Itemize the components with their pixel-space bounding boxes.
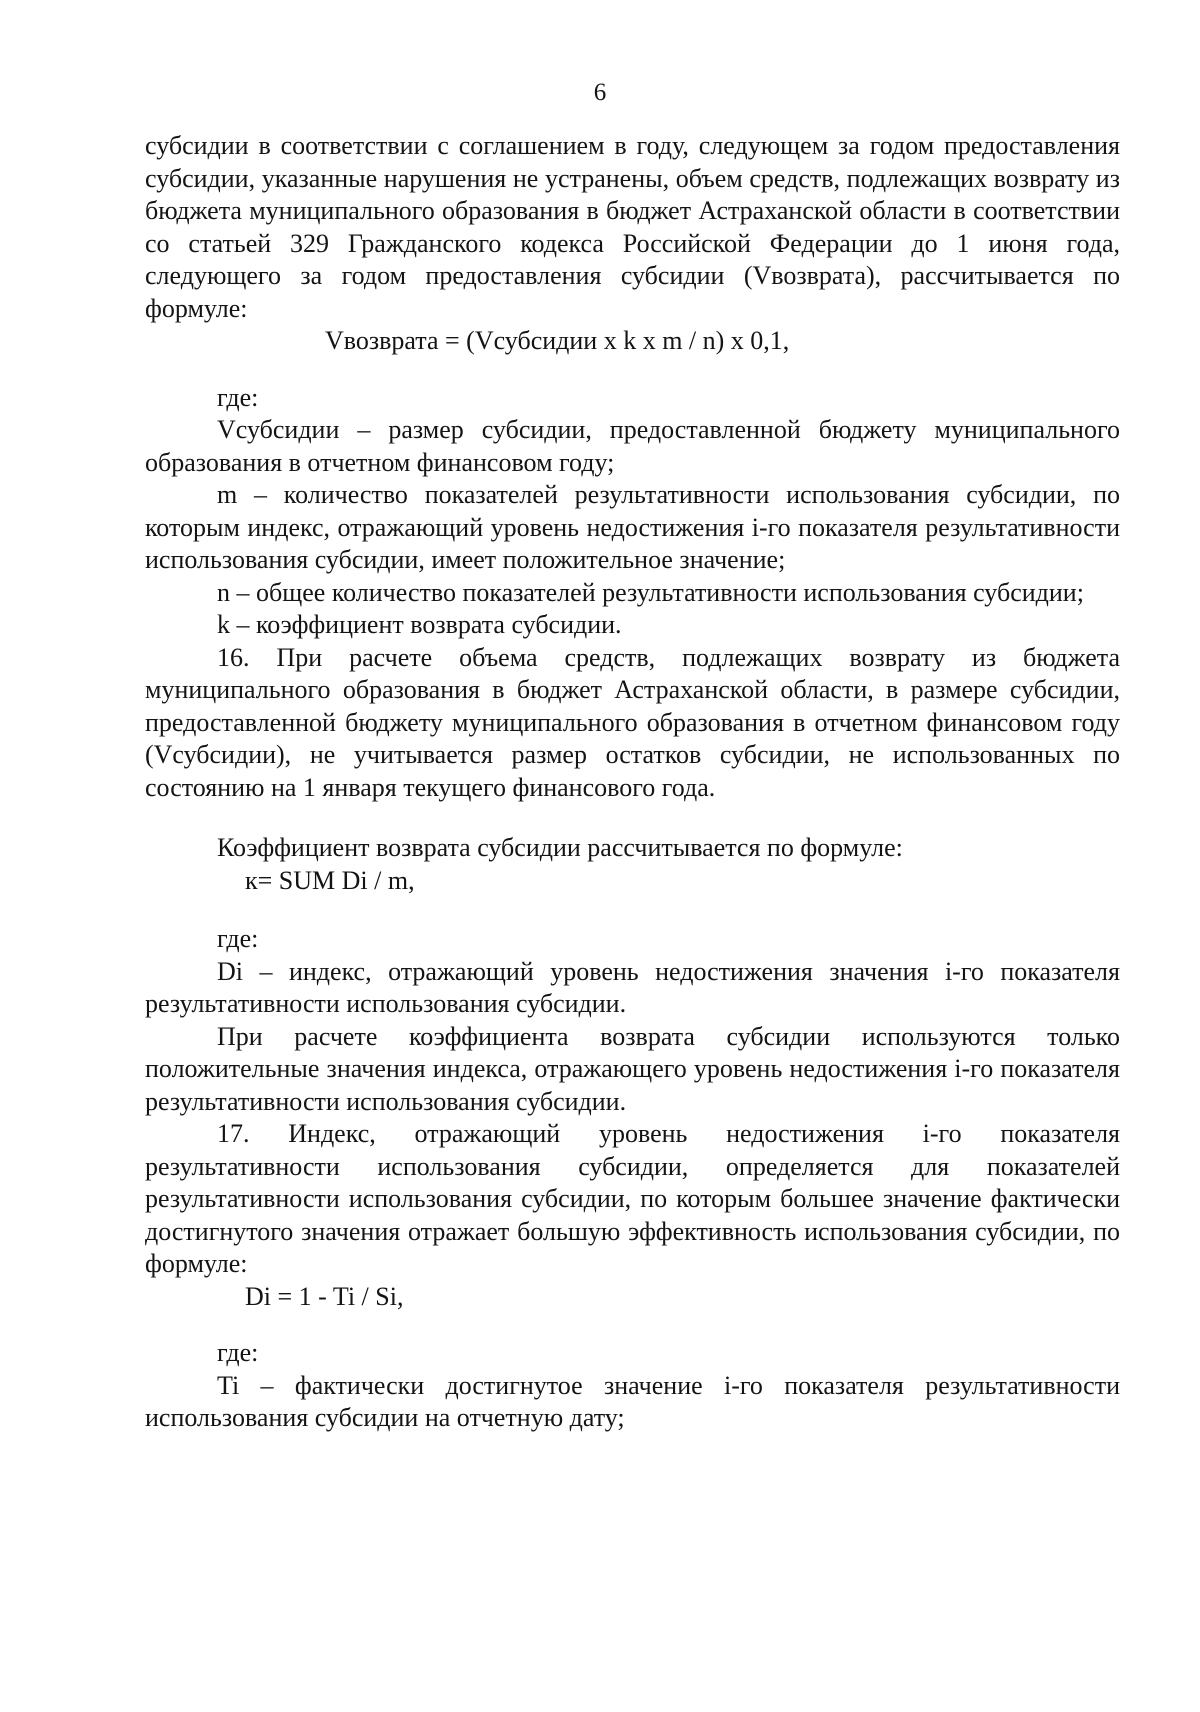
formula-return-volume: Vвозврата = (Vсубсидии x k x m / n) x 0,1, [325, 326, 790, 355]
definition-vsubsidii: Vсубсидии – размер субсидии, предоставленной бюджету муниципального образования в отчетном финансовом году; [145, 415, 1120, 477]
paragraph-return-volume: субсидии в соответствии с соглашением в году, следующем за годом предоставления субсидии, указанные нарушения не устранены, объем средств, подлежащих возврату из бюджета муниципального образования в бюджет Астраханской области в соответствии со статьей 329 Гражданского кодекса Российской Федерации до 1 июня года, следующего за годом предоставления субсидии (Vвозврата), рассчитывается по формуле: [145, 131, 1120, 323]
where-label: где: [217, 924, 259, 953]
formula-index: Di = 1 - Ti / Si, [245, 1281, 404, 1311]
where-label: где: [217, 1338, 259, 1367]
page-number: 6 [593, 79, 607, 106]
paragraph-17: 17. Индекс, отражающий уровень недостижения i-го показателя результативности использования субсидии, определяется для показателей результативности использования субсидии, по которым большее значение фактически достигнутого значения отражает большую эффективность использования субсидии, по формуле: [145, 1119, 1120, 1278]
definition-k: k – коэффициент возврата субсидии. [217, 610, 622, 639]
definition-n: n – общее количество показателей результативности использования субсидии; [217, 577, 1084, 607]
coefficient-intro: Коэффициент возврата субсидии рассчитывается по формуле: [217, 833, 903, 862]
paragraph-positive-values: При расчете коэффициента возврата субсидии используются только положительные значения индекса, отражающего уровень недостижения i-го показателя результативности использования субсидии. [145, 1021, 1120, 1116]
formula-coefficient: к= SUM Di / m, [245, 865, 415, 895]
document-body [145, 130, 1120, 1435]
definition-ti: Ti – фактически достигнутое значение i-го показателя результативности использования субсидии на отчетную дату; [145, 1370, 1120, 1432]
paragraph-16: 16. При расчете объема средств, подлежащих возврату из бюджета муниципального образования в бюджет Астраханской области, в размере субсидии, предоставленной бюджету муниципального образования в отчетном финансовом году (Vсубсидии), не учитывается размер остатков субсидии, не использованных по состоянию на 1 января текущего финансового года. [145, 642, 1120, 802]
definition-di: Di – индекс, отражающий уровень недостижения значения i-го показателя результативности использования субсидии. [145, 956, 1120, 1018]
where-label: где: [217, 382, 259, 412]
definition-m: m – количество показателей результативности использования субсидии, по которым индекс, отражающий уровень недостижения i-го показателя результативности использования субсидии, имеет положительное значение; [145, 480, 1120, 574]
